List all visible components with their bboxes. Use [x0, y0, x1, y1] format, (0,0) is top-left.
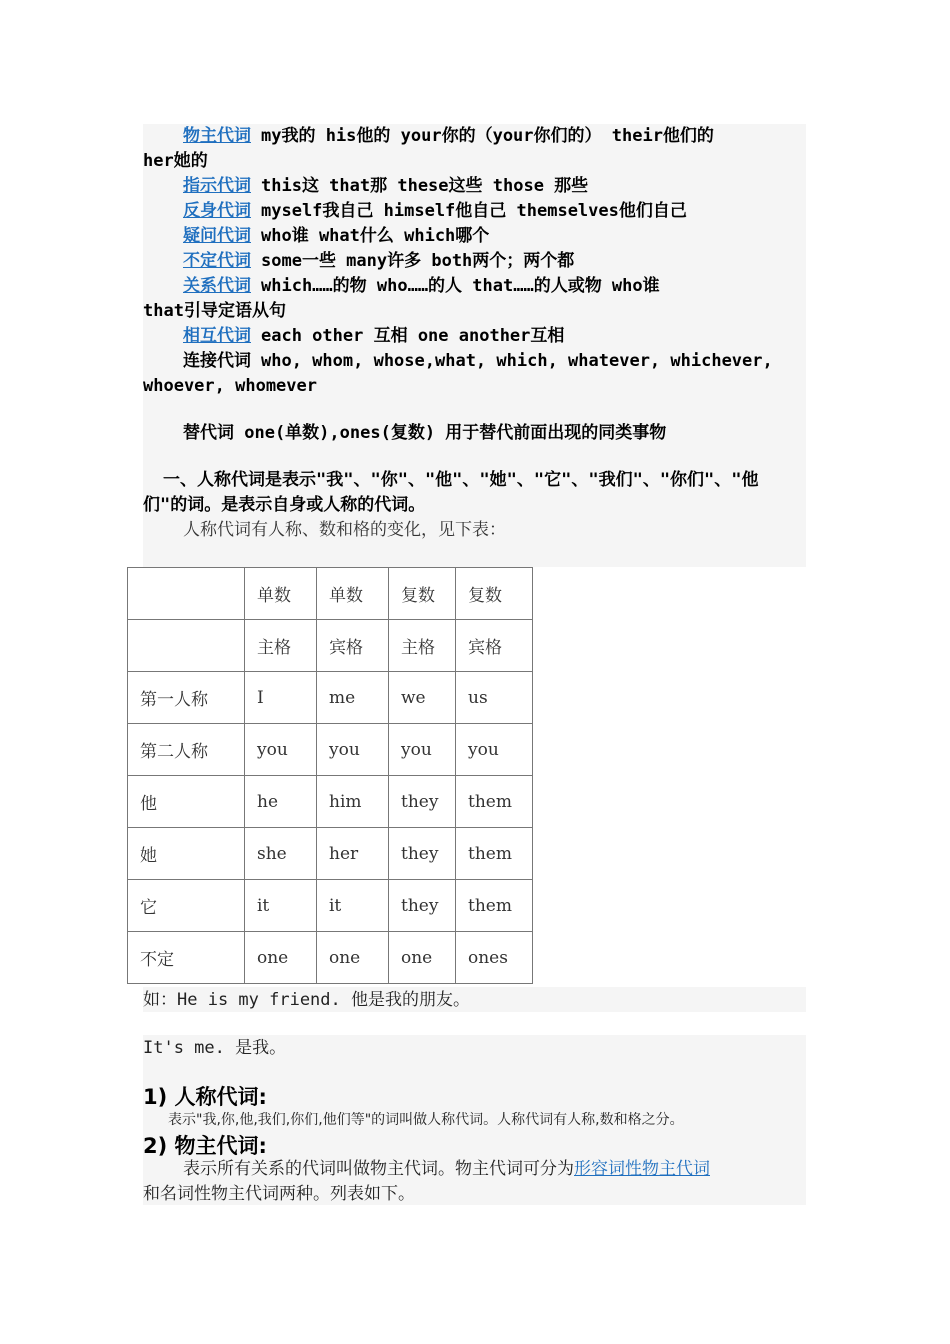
line-conjunctive-cont	[143, 374, 317, 399]
line-text: this这 that那 these这些 those 那些	[261, 176, 589, 196]
line-reflexive	[183, 199, 687, 224]
table-row	[128, 672, 533, 724]
line-relative	[183, 274, 660, 299]
table-cell: she	[245, 828, 317, 880]
line-text: each other 互相 one another互相	[261, 326, 565, 346]
table-cell: you	[245, 724, 317, 776]
line-table-intro	[183, 518, 506, 543]
label-conjunctive-pronoun: 连接代词	[183, 351, 251, 371]
table-row	[128, 776, 533, 828]
table-cell: they	[389, 828, 456, 880]
example-sentence-1: 如：He is my friend. 他是我的朋友。	[143, 990, 470, 1010]
link-indefinite-pronoun[interactable]: 不定代词	[183, 251, 251, 271]
table-cell	[128, 568, 245, 620]
link-reciprocal-pronoun[interactable]: 相互代词	[183, 326, 251, 346]
line-demonstrative	[183, 174, 588, 199]
link-reflexive-pronoun[interactable]: 反身代词	[183, 201, 251, 221]
line-relative-cont	[143, 299, 286, 324]
table-row	[128, 724, 533, 776]
table-cell: them	[456, 776, 533, 828]
table-cell: you	[317, 724, 389, 776]
line-text: who, whom, whose,what, which, whatever, whichever,	[261, 351, 773, 371]
table-cell: 主格	[245, 620, 317, 672]
example-sentence-2: It's me. 是我。	[143, 1038, 287, 1058]
line-possessive-cont	[143, 149, 208, 174]
line-text: who谁 what什么 which哪个	[261, 226, 490, 246]
link-interrogative-pronoun[interactable]: 疑问代词	[183, 226, 251, 246]
table-cell: one	[317, 932, 389, 984]
table-cell: 第一人称	[128, 672, 245, 724]
table-cell: us	[456, 672, 533, 724]
personal-pronoun-definition: 表示"我,你,他,我们,你们,他们等"的词叫做人称代词。人称代词有人称,数和格之分。	[168, 1112, 684, 1128]
table-cell: him	[317, 776, 389, 828]
table-cell: 她	[128, 828, 245, 880]
table-cell: he	[245, 776, 317, 828]
line-text: her她的	[143, 151, 208, 171]
personal-pronoun-table	[127, 567, 533, 984]
table-cell: 宾格	[456, 620, 533, 672]
table-cell	[128, 620, 245, 672]
possessive-pronoun-definition-cont: 和名词性物主代词两种。列表如下。	[143, 1184, 415, 1204]
line-text: which……的物 who……的人 that……的人或物 who谁	[261, 276, 660, 296]
heading-possessive-pronoun: 2) 物主代词:	[143, 1134, 267, 1158]
table-cell: ones	[456, 932, 533, 984]
line-text: that引导定语从句	[143, 301, 286, 321]
table-cell: it	[317, 880, 389, 932]
table-cell: me	[317, 672, 389, 724]
line-text: myself我自己 himself他自己 themselves他们自己	[261, 201, 687, 221]
table-row	[128, 932, 533, 984]
line-personal-intro-cont	[143, 493, 425, 518]
line-text: my我的 his他的 your你的（your你们的） their他们的	[261, 126, 714, 146]
table-cell: it	[245, 880, 317, 932]
table-cell: you	[389, 724, 456, 776]
table-cell: you	[456, 724, 533, 776]
line-personal-intro	[163, 468, 759, 493]
table-cell: them	[456, 880, 533, 932]
table-cell: 单数	[245, 568, 317, 620]
table-cell: 不定	[128, 932, 245, 984]
link-relative-pronoun[interactable]: 关系代词	[183, 276, 251, 296]
line-text: whoever, whomever	[143, 376, 317, 396]
table-cell: one	[389, 932, 456, 984]
table-cell: her	[317, 828, 389, 880]
link-demonstrative-pronoun[interactable]: 指示代词	[183, 176, 251, 196]
table-row	[128, 828, 533, 880]
line-conjunctive	[183, 349, 773, 374]
table-cell: I	[245, 672, 317, 724]
table-cell: 复数	[456, 568, 533, 620]
table-cell: they	[389, 880, 456, 932]
line-text: 替代词 one(单数),ones(复数) 用于替代前面出现的同类事物	[183, 423, 667, 443]
table-row	[128, 620, 533, 672]
table-cell: 他	[128, 776, 245, 828]
table-cell: 第二人称	[128, 724, 245, 776]
line-text: 人称代词有人称、数和格的变化，见下表：	[183, 520, 506, 540]
table-cell: them	[456, 828, 533, 880]
table-cell: 主格	[389, 620, 456, 672]
link-adjective-possessive-pronoun[interactable]: 形容词性物主代词	[574, 1159, 710, 1179]
line-interrogative	[183, 224, 489, 249]
table-row	[128, 568, 533, 620]
definition-text: 表示所有关系的代词叫做物主代词。物主代词可分为	[183, 1159, 574, 1179]
table-cell: 单数	[317, 568, 389, 620]
line-reciprocal	[183, 324, 564, 349]
line-substitute	[183, 421, 666, 446]
table-cell: 它	[128, 880, 245, 932]
table-cell: 复数	[389, 568, 456, 620]
table-row	[128, 880, 533, 932]
line-text: 们"的词。是表示自身或人称的代词。	[143, 495, 426, 515]
link-possessive-pronoun[interactable]: 物主代词	[183, 126, 251, 146]
table-cell: 宾格	[317, 620, 389, 672]
table-cell: they	[389, 776, 456, 828]
line-indefinite	[183, 249, 574, 274]
heading-personal-pronoun: 1) 人称代词:	[143, 1085, 267, 1109]
line-text: some一些 many许多 both两个；两个都	[261, 251, 575, 271]
possessive-pronoun-definition	[183, 1157, 710, 1182]
line-possessive	[183, 124, 714, 149]
line-text: 一、人称代词是表示"我"、"你"、"他"、"她"、"它"、"我们"、"你们"、"他	[163, 470, 759, 490]
table-cell: we	[389, 672, 456, 724]
table-cell: one	[245, 932, 317, 984]
